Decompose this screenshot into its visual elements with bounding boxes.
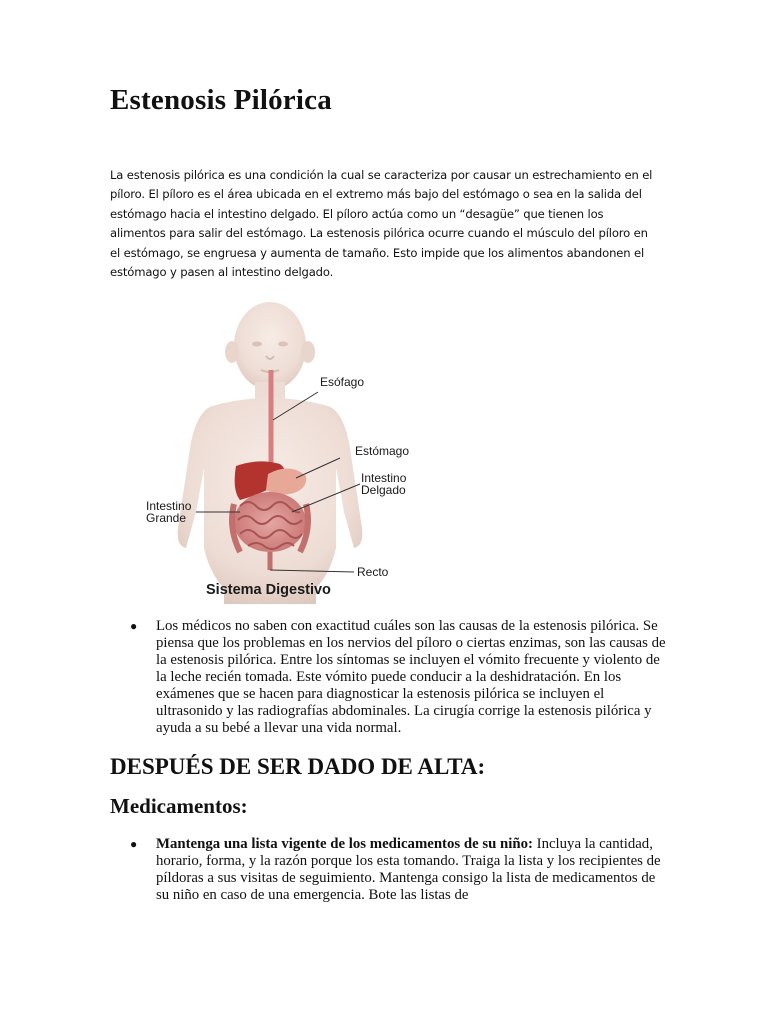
label-rectum: Recto xyxy=(357,565,389,579)
label-stomach: Estómago xyxy=(355,444,410,458)
bullet-icon: ● xyxy=(130,837,138,851)
digestive-system-figure xyxy=(140,298,430,604)
figure-caption: Sistema Digestivo xyxy=(206,582,331,598)
label-small-intestine-2: Delgado xyxy=(361,483,406,497)
list-item xyxy=(110,836,668,904)
label-small-intestine-1: Intestino xyxy=(361,471,407,485)
medications-list xyxy=(110,836,668,904)
list-item-lead: Mantenga una lista vigente de los medicamentos de su niño: xyxy=(156,836,533,852)
page-title: Estenosis Pilórica xyxy=(110,84,332,116)
label-esophagus: Esófago xyxy=(320,375,365,389)
bullet-icon: ● xyxy=(130,619,138,633)
discharge-heading: DESPUÉS DE SER DADO DE ALTA: xyxy=(110,754,486,779)
medications-heading: Medicamentos: xyxy=(110,794,248,818)
label-large-intestine-2: Grande xyxy=(146,511,187,525)
list-item-text: Los médicos no saben con exactitud cuáles son las causas de la estenosis pilórica. Se piensa que los problemas en los nervios del píloro o ciertas enzimas, son las causas de la estenosis pilórica. Entre los síntomas se incluyen el vómito frecuente y violento de la leche recién tomada. Este vómito puede conducir a la deshidratación. En los exámenes que se hacen para diagnosticar la estenosis pilórica se incluyen el ultrasonido y las radiografías abdominales. La cirugía corrige la estenosis pilórica y ayuda a su bebé a llevar una vida normal. xyxy=(156,618,666,736)
list-item-text: Incluya la cantidad, horario, forma, y la razón porque los esta tomando. Traiga la lista y los recipientes de píldoras a sus visitas de seguimiento. Mantenga consigo la lista de medicamentos de su niño en caso de una emergencia. Bote las listas de xyxy=(156,836,661,903)
intro-paragraph: La estenosis pilórica es una condición la cual se caracteriza por causar un estrechamiento en el píloro. El píloro es el área ubicada en el extremo más bajo del estómago o sea en la salida del estómago hacia el intestino delgado. El píloro actúa como un “desagüe” que tienen los alimentos para salir del estómago. La estenosis pilórica ocurre cuando el músculo del píloro en el estómago, se engruesa y aumenta de tamaño. Esto impide que los alimentos abandonen el estómago y pasen al intestino delgado. xyxy=(110,168,653,280)
list-item xyxy=(110,618,668,737)
causes-list xyxy=(110,618,668,737)
digestive-system-illustration xyxy=(140,298,430,604)
label-large-intestine-1: Intestino xyxy=(146,499,192,513)
